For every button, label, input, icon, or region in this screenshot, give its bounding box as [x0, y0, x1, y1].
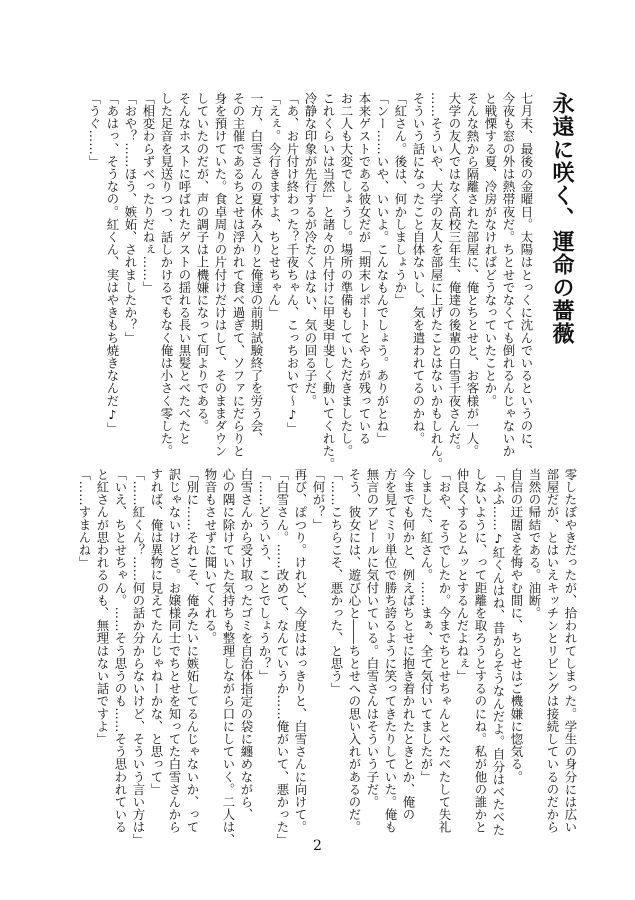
text-line: 「別に……それこそ、俺みたいに嫉妬してるんじゃないか、って — [185, 468, 200, 834]
text-line: 「うぐ……」 — [87, 92, 102, 168]
text-line: していたのだが、声の調子は上機嫌になって何よりである。 — [195, 92, 210, 433]
text-line: 冷静な印象が先行するが冷たくはない、気の回る子だ。 — [303, 92, 318, 407]
text-line: 「紅さん。後は、何かしましょうか」 — [393, 92, 408, 307]
text-line: 「……どういう、ことでしょうか？」 — [257, 468, 272, 683]
text-line: 身を預けていた。食卓周りの片付けだけはして、そのままダウン — [213, 92, 228, 458]
text-line: 当然の帰結である。油断。 — [527, 468, 542, 620]
text-line: 一方、白雪さんの夏休み入りと俺達の前期試験終了を労う会、 — [249, 92, 264, 445]
text-line: 物音もさせずに聞いてくれる。 — [203, 468, 218, 645]
text-line: お二人も大変でしょうし。場所の準備もしていただきましたし。 — [339, 92, 354, 458]
text-line: した足音を見送りつつ、話しかけるでもなく俺は小さく零した。 — [159, 92, 174, 458]
text-line: 「おや？……ほう、嫉妬、されましたか？」 — [123, 92, 138, 344]
text-line: 自信の迂闊さを悔やむ間に、ちとせはご機嫌に惚気る。 — [509, 468, 524, 783]
text-line: そんな熱から隔離された部屋に、俺とちとせと、お客様が一人。 — [465, 92, 480, 458]
text-line: 「何が？」 — [311, 468, 326, 531]
text-line: 白雪さんから受け取ったゴミを自治体指定の袋に纏めながら、 — [239, 468, 254, 821]
text-line: これくらいは当然」と諸々の片付けに甲斐甲斐しく動いてくれた。 — [321, 92, 336, 470]
text-line: 「白雪さん。……改めて、なんていうか……俺がいて、悪かった」 — [275, 468, 290, 846]
upper-text-block — [80, 92, 535, 470]
text-line: そんなホストに呼ばれたゲストの揺れる長い黒髪とべたべたと — [177, 92, 192, 445]
text-line: 再び、ぽつり。けれど、今度ははっきりと、白雪さんに向けて。 — [293, 468, 308, 834]
text-line: 訳じゃないけどさ。お嬢様同士でちとせを知ってた白雪さんから — [167, 468, 182, 834]
text-line: 「ンー……いや、いいよ。こんなもんでしょう。ありがとね」 — [375, 92, 390, 445]
text-line: 「おや、そうでしたか。今までちとせちゃんとべたべたして失礼 — [437, 468, 452, 834]
text-line: 「えぇ。今行きますよ、ちとせちゃん」 — [267, 92, 282, 319]
chapter-title-area — [545, 92, 579, 392]
text-line: 部屋だが、とはいえキッチンとリビングは接続しているのだから — [545, 468, 560, 834]
text-line: 心の隅に除けていた気持ちも整理しながら口にしていく。二人は、 — [221, 468, 236, 846]
text-line: 無言のアピールに気付いている。白雪さんはそういう子だ。 — [365, 468, 380, 809]
text-line: その主催であるちとせは浮かれて食べ過ぎて、ソファにだらりと — [231, 92, 246, 458]
text-line: 「……こちらこそ、悪かった、と思う」 — [329, 468, 344, 695]
text-line: 仲良くするとムッとするんだよねぇ」 — [455, 468, 470, 683]
text-line: 「……紅くん？……何の話か分からないけど、そういう言い方は」 — [131, 468, 146, 846]
text-line: すれば、俺は異物に見えてたんじゃねーかな、と思って」 — [149, 468, 164, 796]
text-line: 今までも何かと、例えばちとせに抱き着かれたときとか、俺の — [401, 468, 416, 821]
text-line: 方を見てミリ単位で勝ち誇るように笑ってきたりしていた。俺も — [383, 468, 398, 834]
text-line: と戦慄する夏、冷房がなければどうなっていたことか。 — [483, 92, 498, 407]
text-line: 零したぼやきだったが、拾われてしまった。学生の身分には広い — [563, 468, 578, 834]
text-line: 本来ゲストである彼女だが「期末レポートとやらが残っている — [357, 92, 372, 445]
text-line: しないように、って距離を取ろうとするのにね。私が他の誰かと — [473, 468, 488, 834]
text-line: 「ふふ……♪紅くんはね、昔からそうなんだよ。自分はべたべた — [491, 468, 506, 836]
text-line: 今夜も窓の外は熱帯夜だ。ちとせでなくても倒れるんじゃないか — [501, 92, 516, 458]
text-line: 「あ、お片付け終わった？千夜ちゃん、こっちおいで～♪」 — [285, 92, 300, 435]
text-line: 大学の友人ではなく高校三年生、俺達の後輩の白雪千夜さんだ。 — [447, 92, 462, 458]
lower-text-block — [77, 468, 579, 846]
text-line: そう、彼女には、遊び心と――ちとせへの思い入れがあるのだ。 — [347, 468, 362, 834]
text-line: 「……すまんね」 — [77, 468, 92, 569]
page-number: 2 — [313, 838, 322, 854]
text-line: ……そういや、大学の友人を部屋に上げたことはないかもしれん。 — [429, 92, 444, 470]
text-line: 七月末、最後の金曜日。太陽はとっくに沈んでいるというのに、 — [519, 92, 534, 458]
text-line: しました、紅さん。……まぁ、全て気付いてましたが」 — [419, 468, 434, 783]
text-line: 「相変わらずべったりだねぇ……」 — [141, 92, 156, 294]
text-line: そういう話になったこと自体ないし、気を遣われてるのかね。 — [411, 92, 426, 445]
chapter-title: 永遠に咲く、運命の薔薇 — [549, 92, 575, 345]
text-line: 「あはっ、そうなの。紅くん、実はやきもち焼きなんだ♪」 — [105, 92, 120, 435]
text-line: 「いえ、ちとせちゃん。……そう思うのも……そう思われている — [113, 468, 128, 834]
text-line: と紅さんが思われるのも、無理はない話ですよ」 — [95, 468, 110, 746]
